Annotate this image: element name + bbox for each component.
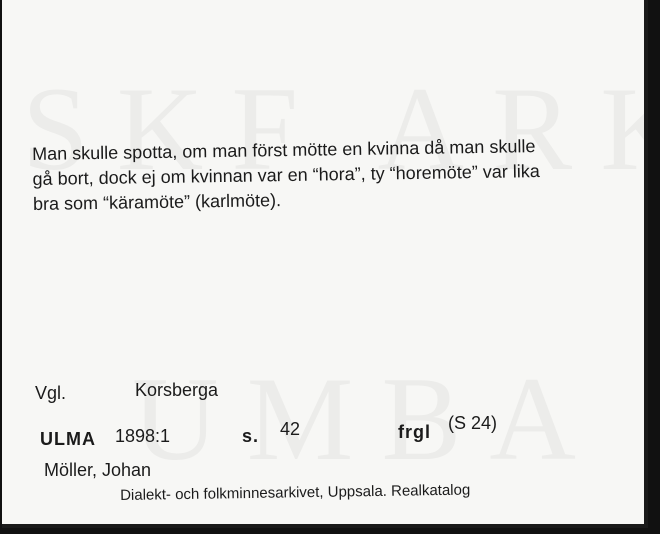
catalog-card — [2, 0, 648, 528]
archive-footer: Dialekt- och folkminnesarkivet, Uppsala. Realkatalog — [120, 481, 471, 504]
show-through-text-bottom — [132, 350, 604, 488]
page-number: 42 — [280, 419, 301, 439]
record-text — [32, 133, 633, 217]
page-label: s. — [242, 426, 260, 446]
vgl-label: Vgl. — [35, 383, 67, 403]
frgl-label: frgl — [398, 422, 431, 442]
author-name: Möller, Johan — [44, 460, 152, 480]
ulma-label: ULMA — [40, 429, 96, 449]
ulma-number: 1898:1 — [115, 426, 171, 446]
record-text-line: Man skulle spotta, om man först mötte en kvinna då man skulle — [32, 136, 536, 164]
record-text-line: bra som “käramöte” (karlmöte). — [32, 190, 282, 214]
record-text-line: gå bort, dock ej om kvinnan var en “hora”, ty “horemöte” var lika — [32, 161, 540, 189]
vgl-place: Korsberga — [135, 380, 219, 400]
frgl-value: (S 24) — [448, 413, 498, 433]
